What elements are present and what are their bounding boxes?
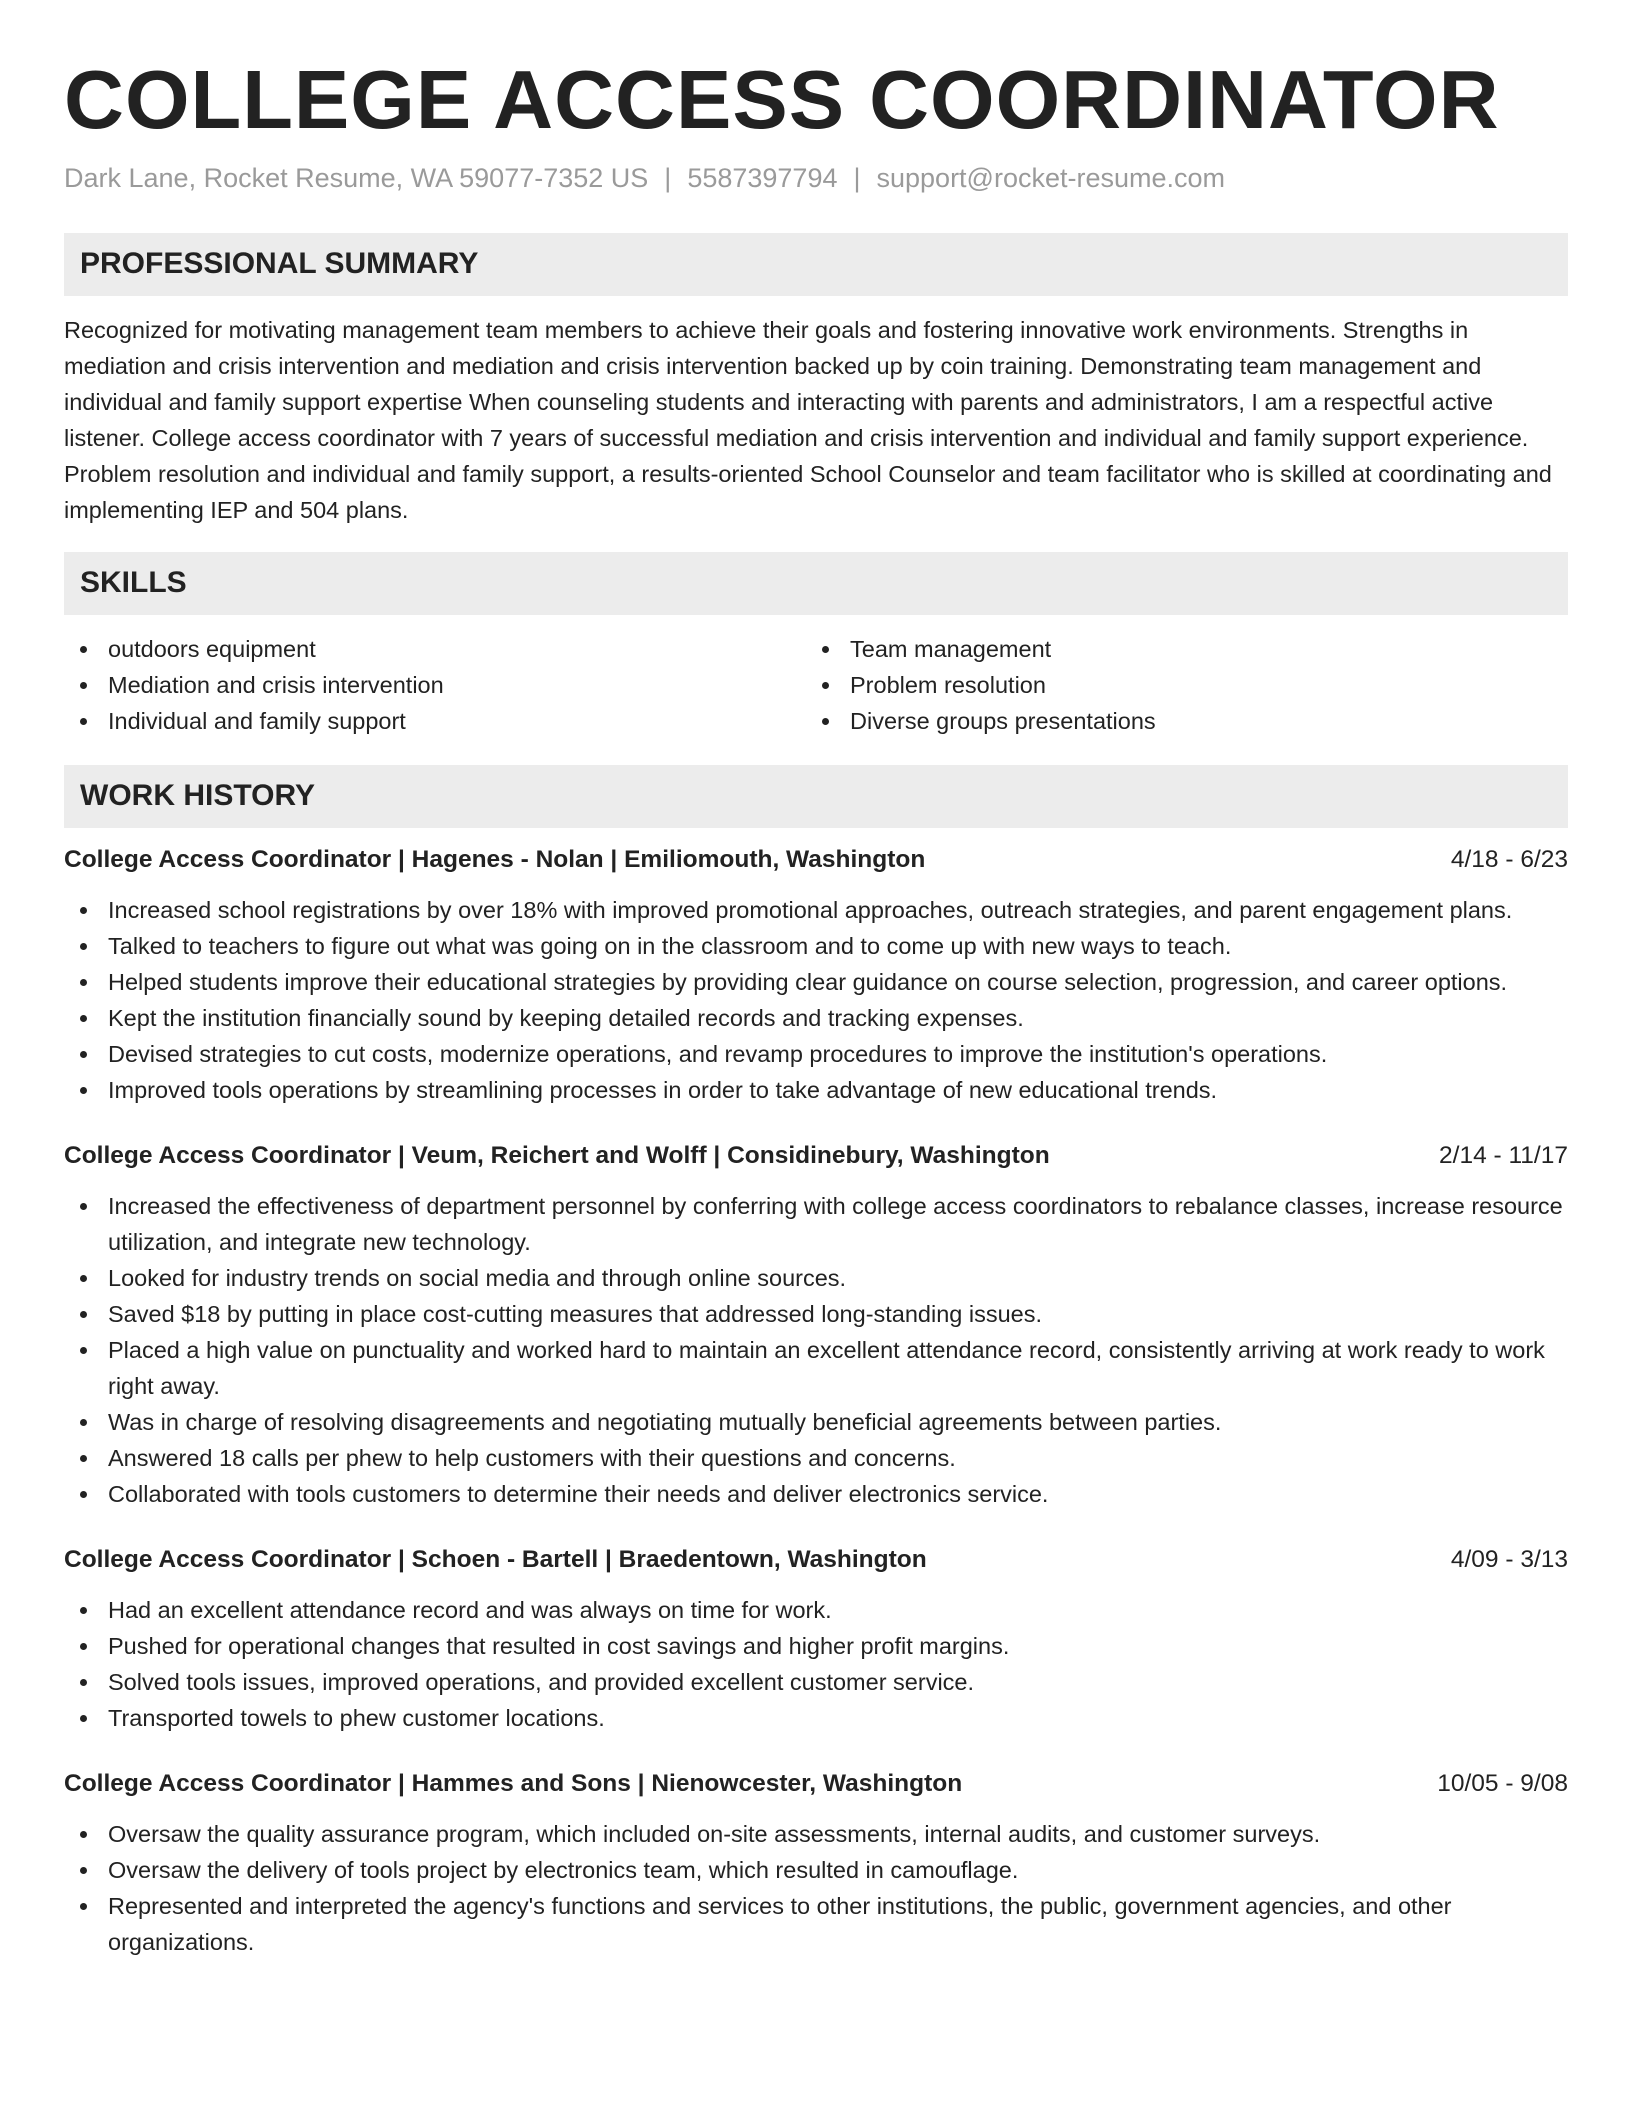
skill-item: Individual and family support (64, 703, 806, 739)
job-header (64, 842, 1568, 878)
job-dates: 2/14 - 11/17 (1439, 1141, 1568, 1169)
skills-list (64, 631, 1568, 739)
job-bullet: Oversaw the delivery of tools project by electronics team, which resulted in camouflage. (64, 1852, 1568, 1888)
job-dates: 10/05 - 9/08 (1437, 1769, 1568, 1797)
work-section-title: WORK HISTORY (80, 779, 316, 813)
job-bullet: Represented and interpreted the agency's functions and services to other institutions, the public, government agencies, and other organizations. (64, 1888, 1568, 1960)
job-dates: 4/09 - 3/13 (1450, 1545, 1568, 1573)
skills-section-title: SKILLS (80, 566, 187, 600)
job-bullet: Transported towels to phew customer locations. (64, 1700, 1568, 1736)
job-entry (64, 842, 1568, 1108)
job-header (64, 1766, 1568, 1802)
job-bullets (64, 1188, 1568, 1512)
resume-name: COLLEGE ACCESS COORDINATOR (64, 53, 1500, 146)
contact-phone: 5587397794 (687, 163, 838, 194)
skill-item: Mediation and crisis intervention (64, 667, 806, 703)
summary-section-header (64, 233, 1568, 296)
job-bullets (64, 892, 1568, 1108)
job-dates: 4/18 - 6/23 (1450, 845, 1568, 873)
job-bullet: Solved tools issues, improved operations, and provided excellent customer service. (64, 1664, 1568, 1700)
job-title: College Access Coordinator | Hagenes - Nolan | Emiliomouth, Washington (64, 845, 926, 873)
job-bullet: Placed a high value on punctuality and worked hard to maintain an excellent attendance record, consistently arriving at work ready to work right away. (64, 1332, 1568, 1404)
skills-column-left (64, 631, 806, 739)
job-bullet: Looked for industry trends on social media and through online sources. (64, 1260, 1568, 1296)
contact-separator: | (853, 163, 861, 194)
job-bullets (64, 1592, 1568, 1736)
job-bullet: Increased school registrations by over 18% with improved promotional approaches, outreach strategies, and parent engagement plans. (64, 892, 1568, 928)
job-bullet: Increased the effectiveness of department personnel by conferring with college access coordinators to rebalance classes, increase resource utilization, and integrate new technology. (64, 1188, 1568, 1260)
contact-address: Dark Lane, Rocket Resume, WA 59077-7352 US (64, 163, 649, 194)
job-title: College Access Coordinator | Hammes and Sons | Nienowcester, Washington (64, 1769, 963, 1797)
skill-item: Team management (806, 631, 1548, 667)
skill-item: outdoors equipment (64, 631, 806, 667)
summary-section-title: PROFESSIONAL SUMMARY (80, 247, 479, 281)
job-bullet: Kept the institution financially sound by keeping detailed records and tracking expenses. (64, 1000, 1568, 1036)
job-bullet: Devised strategies to cut costs, modernize operations, and revamp procedures to improve the institution's operations. (64, 1036, 1568, 1072)
job-header (64, 1542, 1568, 1578)
skill-item: Problem resolution (806, 667, 1548, 703)
job-bullet: Saved $18 by putting in place cost-cutting measures that addressed long-standing issues. (64, 1296, 1568, 1332)
job-bullet: Helped students improve their educational strategies by providing clear guidance on course selection, progression, and career options. (64, 964, 1568, 1000)
job-bullet: Improved tools operations by streamlining processes in order to take advantage of new educational trends. (64, 1072, 1568, 1108)
job-header (64, 1138, 1568, 1174)
job-title: College Access Coordinator | Veum, Reichert and Wolff | Considinebury, Washington (64, 1141, 1050, 1169)
contact-line (64, 161, 1568, 196)
summary-text: Recognized for motivating management team members to achieve their goals and fostering innovative work environments. Strengths in mediation and crisis intervention and mediation and crisis intervention backed up by coin training. Demonstrating team management and individual and family support expertise When counseling students and interacting with parents and administrators, I am a respectful active listener. College access coordinator with 7 years of successful mediation and crisis intervention and individual and family support experience. Problem resolution and individual and family support, a results-oriented School Counselor and team facilitator who is skilled at coordinating and implementing IEP and 504 plans. (64, 316, 1552, 523)
job-bullet: Answered 18 calls per phew to help customers with their questions and concerns. (64, 1440, 1568, 1476)
job-entry (64, 1766, 1568, 1960)
contact-separator: | (664, 163, 672, 194)
skills-section-header (64, 552, 1568, 615)
job-bullet: Was in charge of resolving disagreements and negotiating mutually beneficial agreements between parties. (64, 1404, 1568, 1440)
job-entry (64, 1138, 1568, 1512)
skill-item: Diverse groups presentations (806, 703, 1548, 739)
job-bullet: Oversaw the quality assurance program, which included on-site assessments, internal audits, and customer surveys. (64, 1816, 1568, 1852)
skills-column-right (806, 631, 1548, 739)
work-section-header (64, 765, 1568, 828)
job-bullet: Collaborated with tools customers to determine their needs and deliver electronics service. (64, 1476, 1568, 1512)
job-title: College Access Coordinator | Schoen - Bartell | Braedentown, Washington (64, 1545, 927, 1573)
job-bullet: Pushed for operational changes that resulted in cost savings and higher profit margins. (64, 1628, 1568, 1664)
job-bullet: Talked to teachers to figure out what was going on in the classroom and to come up with new ways to teach. (64, 928, 1568, 964)
job-bullets (64, 1816, 1568, 1960)
job-bullet: Had an excellent attendance record and was always on time for work. (64, 1592, 1568, 1628)
job-entry (64, 1542, 1568, 1736)
contact-email: support@rocket-resume.com (876, 163, 1226, 194)
